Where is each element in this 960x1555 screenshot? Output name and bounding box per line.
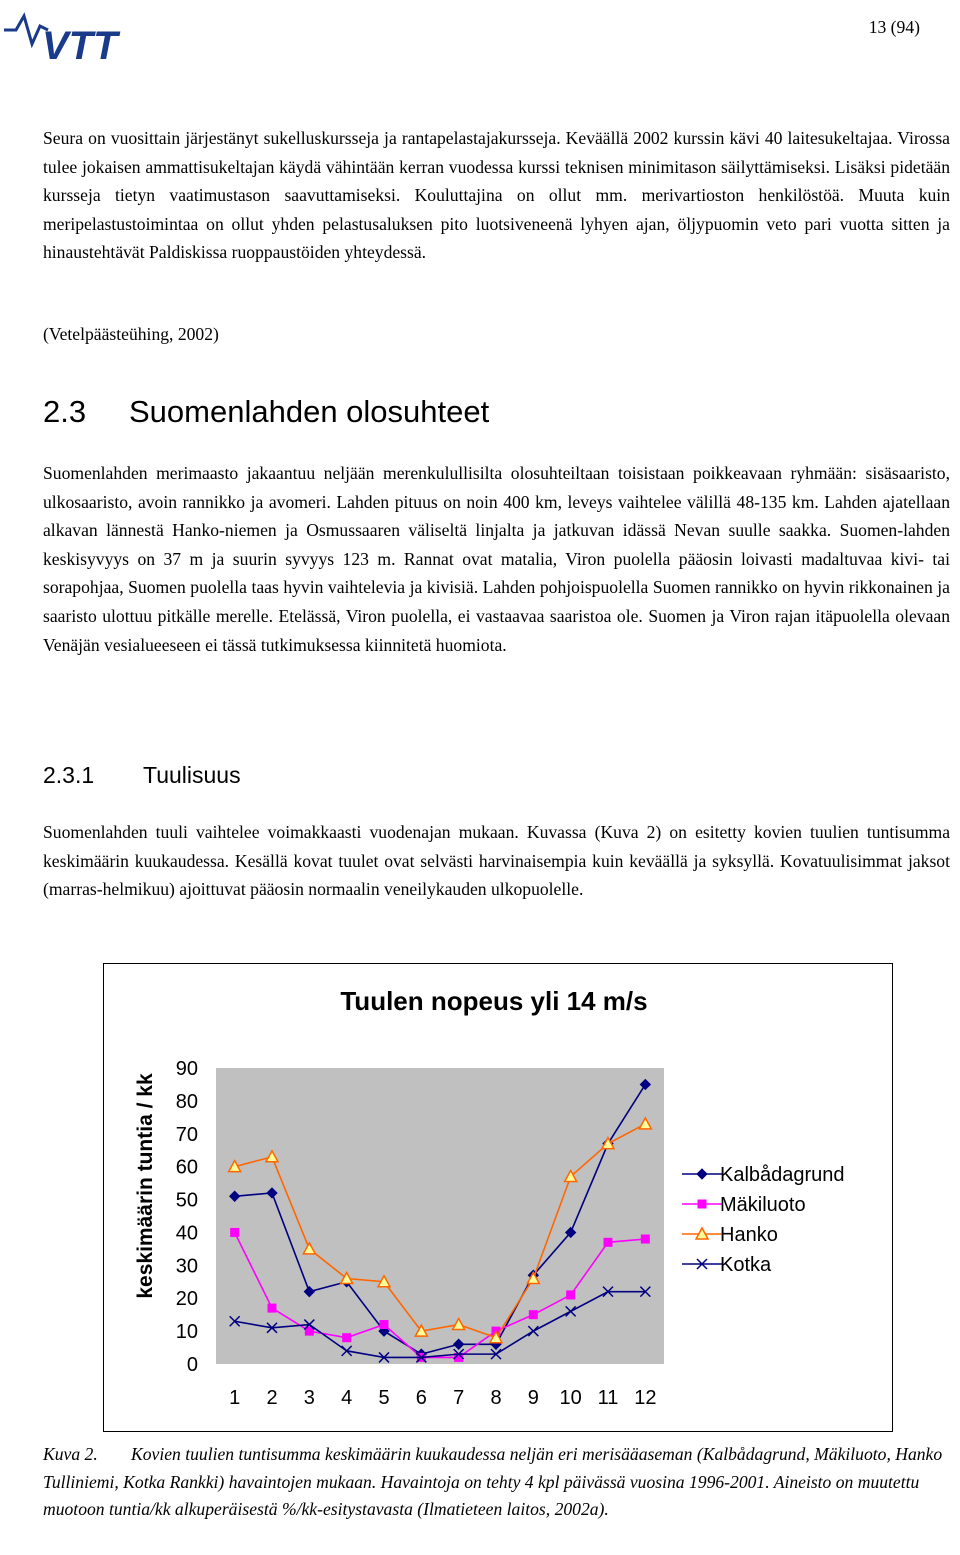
y-tick-label: 0: [186, 1354, 198, 1376]
y-tick-label: 80: [175, 1090, 198, 1113]
paragraph-olosuhteet: Suomenlahden merimaasto jakaantuu neljään merenkulullisilta olosuhteiltaan toisistaan poikkeavaan ryhmään: sisäsaaristo, ulkosaaristo, avoin rannikko ja avomeri. Lahden pituus on noin 400 km, leveys vaihtelee välillä 48-135 km. Lahden ajatellaan alkavan lännestä Hanko-niemen ja Osmussaaren väliseltä linjalta ja jatkuvan idässä Nevan suulle saakka. Suomen-lahden keskisyvyys on 37 m ja suurin syvyys 123 m. Rannat ovat matalia, Viron puolella pääosin loivasti madaltuvaa kivi- tai sorapohjaa, Suomen puolella taas hyvin vaihtelevia ja kivisiä. Lahden pohjoispuolella Suomen rannikko on hyvin rikkonainen ja saaristo ulottuu pitkälle merelle. Etelässä, Viron puolella, ei vastaavaa saaristoa ole. Suomen ja Viron rajan itäpuolella olevaan Venäjän vesialueeseen ei tässä tutkimuksessa kiinnitetä huomiota.: [43, 463, 950, 655]
data-point-makiluoto: [641, 1235, 650, 1244]
y-tick-label: 40: [175, 1222, 198, 1245]
legend-marker: [697, 1169, 707, 1179]
legend-label: Mäkiluoto: [720, 1194, 806, 1216]
x-tick-label: 6: [415, 1387, 427, 1409]
legend-item: [682, 1224, 778, 1246]
subsection-title: Tuulisuus: [143, 762, 241, 788]
data-point-makiluoto: [604, 1238, 613, 1247]
legend-label: Hanko: [720, 1224, 778, 1246]
legend-item: [682, 1164, 845, 1186]
y-tick-label: 90: [175, 1058, 198, 1080]
x-tick-label: 3: [303, 1387, 315, 1409]
section-heading: [43, 394, 489, 430]
figure-caption: [43, 1441, 950, 1524]
data-point-makiluoto: [342, 1333, 351, 1342]
paragraph-tuulisuus: Suomenlahden tuuli vaihtelee voimakkaasti vuodenajan mukaan. Kuvassa (Kuva 2) on esitetty kovien tuulien tuntisumma keskimäärin kuukaudessa. Kesällä kovat tuulet ovat selvästi harvinaisempia kuin keväällä ja syksyllä. Kovatuulisimmat jaksot (marras-helmikuu) ajoittuvat pääosin normaalin veneilykauden ulkopuolelle.: [43, 822, 950, 900]
paragraph-seura: Seura on vuosittain järjestänyt sukelluskursseja ja rantapelastajakursseja. Keväällä 2002 kurssin kävi 40 laitesukeltajaa. Virossa tulee jokaisen ammattisukeltajan käydä vähintään kerran vuodessa kurssi teknisen minimitason säilyttämiseksi. Lisäksi pidetään kursseja tietyn vaatimustason saavuttamiseksi. Kouluttajina on ollut mm. merivartioston henkilöstöä. Muuta kuin meripelastustoimintaa on ollut yhden pelastusaluksen pito luotsiveneenä lyhyen ajan, öljypuomin veto pari vuotta sitten ja hinaustehtävät Paldiskissa ruoppaustöiden yhteydessä.: [43, 128, 950, 263]
caption-text: Kovien tuulien tuntisumma keskimäärin kuukaudessa neljän eri merisääaseman (Kalbådagrund, Mäkiluoto, Hanko Tulliniemi, Kotka Rankki) havaintojen mukaan. Havaintoja on tehty 4 kpl päivässä vuosina 1996-2001. Aineisto on muutettu muotoon tuntia/kk alkuperäisestä %/kk-esitystavasta (Ilmatieteen laitos, 2002a).: [43, 1444, 943, 1519]
x-tick-label: 9: [527, 1387, 539, 1409]
y-tick-label: 10: [175, 1321, 198, 1344]
legend-marker: [698, 1200, 707, 1209]
x-tick-label: 7: [453, 1387, 465, 1409]
logo-text: VTT: [42, 24, 118, 64]
data-point-makiluoto: [268, 1304, 277, 1313]
page-number: 13 (94): [868, 17, 920, 37]
y-tick-label: 70: [175, 1123, 198, 1146]
legend-label: Kotka: [720, 1254, 772, 1276]
subsection-heading: [43, 762, 241, 789]
data-point-makiluoto: [566, 1290, 575, 1299]
data-point-makiluoto: [529, 1310, 538, 1319]
y-tick-label: 30: [175, 1255, 198, 1278]
vtt-logo: [2, 4, 162, 64]
data-point-makiluoto: [230, 1228, 239, 1237]
section-number: 2.3: [43, 394, 87, 429]
wind-chart: [104, 964, 892, 1431]
legend-item: [682, 1254, 772, 1276]
paragraph-citation: (Vetelpäästeühing, 2002): [43, 324, 219, 344]
x-tick-label: 11: [597, 1387, 619, 1409]
y-tick-label: 20: [175, 1288, 198, 1311]
caption-label: Kuva 2.: [43, 1444, 98, 1464]
plot-area: [216, 1068, 664, 1364]
data-point-makiluoto: [380, 1320, 389, 1329]
x-tick-label: 2: [266, 1387, 278, 1409]
subsection-number: 2.3.1: [43, 762, 95, 788]
section-title: Suomenlahden olosuhteet: [129, 394, 490, 429]
x-tick-label: 8: [490, 1387, 502, 1409]
chart-frame: [103, 963, 893, 1432]
chart-y-axis-label: keskimäärin tuntia / kk: [134, 1073, 157, 1299]
x-tick-label: 12: [634, 1387, 657, 1409]
x-tick-label: 5: [378, 1387, 390, 1409]
legend-label: Kalbådagrund: [720, 1164, 845, 1186]
chart-title: Tuulen nopeus yli 14 m/s: [340, 986, 648, 1016]
x-tick-label: 1: [229, 1387, 241, 1409]
y-tick-label: 50: [175, 1189, 198, 1212]
x-tick-label: 4: [341, 1387, 353, 1409]
x-tick-label: 10: [559, 1387, 582, 1409]
y-tick-label: 60: [175, 1156, 198, 1179]
legend-item: [682, 1194, 806, 1216]
